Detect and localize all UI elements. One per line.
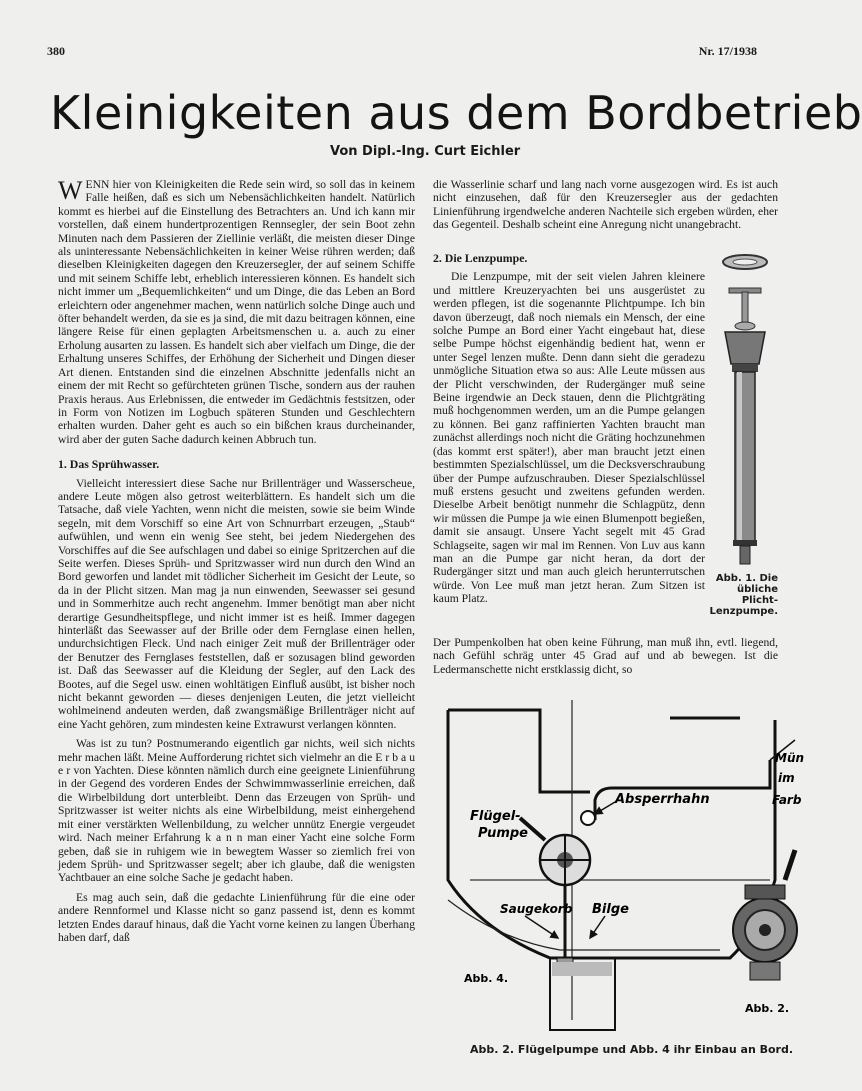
figure2-caption: Abb. 2. Flügelpumpe und Abb. 4 ihr Einbau an Bord.	[470, 1043, 794, 1056]
label-muen: Mün	[775, 751, 805, 765]
section1-paragraph-1: Vielleicht interessiert diese Sache nur Brillenträger und Wasserscheue, andere Leute mögen also getrost weiterblättern. Es handelt sich um die Tatsache, daß viele Yachten, wenn nicht die meisten, sowie sie beim Winde segeln, mit dem Vorschiff so eine Art von Schnurrbart erzeugen, „Staub“ aufwühlen, und wenn ein wenig See steht, bei jedem Niedergehen des Vorschiffes auf die See aufschlagen und dabei so einige Spritzerchen auf die Seite werfen. Dieses Sprüh- und Spritzwasser wird nun durch den Wind an Bord geworfen und landet mit tödlicher Sicherheit im Gesicht der Leute, so da in der Plicht sitzen. Man mag ja nun einwenden, Seewasser sei gesund und in Sommerhitze auch recht angenehm. Immer benötigt man aber nicht derartige Gesundheitspflege, und nicht immer ist es heiß. Immer dagegen hinterläßt das Seewasser auf der Brille oder dem Fernglase einen hellen, undurchsichtigen Fleck. Und nach einiger Zeit muß der Brillenträger oder der Benutzer des Fernglases feststellen, daß er sozusagen blind geworden ist. Daß das Seewasser auf die Kleidung der Segler, auf den Lack des Bootes, auf die Segel usw. einen wohltätigen Einfluß ausübt, ist bisher noch nicht bekannt geworden — dieses denjenigen Leuten, die jetzt vielleicht wohlmeinend andeuten werden, daß zwangsmäßige Brillenträger nicht auf eine Yacht gehören, zum mindesten keine Extrawurst verlangen könnten.	[58, 476, 415, 731]
label-bilge: Bilge	[592, 902, 629, 917]
section2-continuation: Der Pumpenkolben hat oben keine Führung, man muß ihn, evtl. liegend, nach Gefühl schräg unter 45 Grad auf und ab bewegen. Ist die Ledermanschette nicht erstklassig dicht, so	[433, 636, 778, 676]
article-byline: Von Dipl.-Ing. Curt Eichler	[330, 144, 521, 159]
label-abb4: Abb. 4.	[464, 972, 509, 985]
intro-text: ENN hier von Kleinigkeiten die Rede sein wird, so soll das in keinem Falle heißen, daß es sich um Nebensächlichkeiten handelt. Natürlich kommt es hierbei auf die Einstellung des Betrachters an. Und ich kann mir vorstellen, daß einem hundertprozentigen Rennsegler, der sein Boot zehn Minuten nach dem Passieren der Ziellinie verläßt, die meisten dieser Dinge als uninteressante Nebensächlichkeiten in keiner Weise rühren werden; daß dieselben Kleinigkeiten dagegen den Kreuzersegler, der auf seinem Schiffe und mit seinem Schiffe lebt, erheblich interessieren können. Es handelt sich nicht immer um „Bequemlichkeiten“ und um Dinge, die das Leben an Bord erleichtern oder angenehmer machen, wenn natürlich solche Dinge auch und öfter behandelt werden, da sie es ja sind, die mit dazu beitragen können, eine längere Reise für einen geplagten Arbeitsmenschen u. a. auch zu einer Erholung ausarten zu lassen. Es handelt sich aber vielfach um Dinge, die der Erhaltung unseres Schiffes, der Erhöhung der Sicherheit und Dingen dieser Art dienen. Entstanden sind die einzelnen Abschnitte jedenfalls nicht an einem der mit Recht so gefürchteten grünen Tische, sondern aus der rauhen Praxis heraus. Aus Erlebnissen, die entweder im Gedächtnis festsitzen, oder in Form von Notizen im Logbuch späteren Stunden und Geschlechtern erhalten wurden. Daher geht es auch so ein bißchen kraus durcheinander, wird aber der guten Sache dadurch keinen Abbruch tun.	[58, 178, 415, 446]
section2-column	[433, 252, 705, 606]
label-saugekorb: Saugekorb	[500, 902, 573, 916]
pump-installation-diagram	[440, 700, 805, 1040]
article-title: Kleinigkeiten aus dem Bordbetrieb	[50, 86, 862, 140]
page-number: 380	[47, 44, 65, 58]
intro-paragraph	[58, 178, 415, 446]
section1-paragraph-2: Was ist zu tun? Postnumerando eigentlich gar nichts, weil sich nichts mehr machen läßt. Meine Aufforderung richtet sich vielmehr an die E r b a u e r von Yachten. Diese könnten nämlich durch eine geeignete Linienführung in der Gegend des vorderen Endes der Schwimmwasserlinie erreichen, daß die Wirbelbildung dort unterbleibt. Denn das Erzeugen von Sprüh- und Spritzwasser ist weiter nichts als eine Wirbelbildung, meist einhergehend mit einer verstärkten Wellenbildung, zu welcher unnütz Energie vergeudet wird. Nach meiner Erfahrung k a n n man einer Yacht eine solche Form geben, daß sie in ruhigem wie in bewegtem Wasser so ziemlich frei von jedem Sprüh- und Spritzwasser segelt; aber ich glaube, daß die wenigsten Yachtbauer an eine solche Sache je gedacht haben.	[58, 737, 415, 885]
label-abb2: Abb. 2.	[745, 1002, 790, 1015]
label-absperrhahn: Absperrhahn	[615, 792, 710, 807]
section2-paragraph: Die Lenzpumpe, mit der seit vielen Jahren kleinere und mittlere Kreuzeryachten bei uns ausgerüstet zu werden pflegen, ist die sogenannte Plichtpumpe. Ich bin davon überzeugt, daß noch niemals ein Mensch, der eine solche Pumpe an Bord einer Yacht eingebaut hat, diese selbe Pumpe höchst eigenhändig bedient hat, wenn er unter Segel lenzen mußte. Denn dann sieht die geradezu unmögliche Situation etwa so aus: Alle Leute müssen aus der Plicht verschwinden, der Rudergänger muß seine Beine irgendwie an Deck stauen, denn die Plichtgräting muß hochgenommen werden, um an die Pumpe gelangen zu können. Bei ganz raffinierten Yachten braucht man zunächst allerdings noch nicht die Gräting hochzunehmen (das kommt erst später!), aber man braucht jetzt einen bestimmten Spezialschlüssel, um die Decksverschraubung über der Pumpe aufzuschrauben. Dieser Spezialschlüssel muß erstens gesucht und zweitens gefunden werden. Dieselbe Arbeit benötigt nunmehr die Schlagpütz, denn wir müssen die Pumpe ja wie einen Blumenpott begießen, damit sie ansaugt. Unsere Yacht segelt mit 45 Grad Schlagseite, sagen wir mal im Rennen. Von Luv aus kann man an die Pumpe gar nicht heran, da dort der Rudergänger sitzt und man auch gleich herunterrutschen würde. Von Lee muß man jetzt heran. Zum Sitzen ist kaum Platz.	[433, 270, 705, 606]
plicht-pump-illustration	[715, 252, 775, 572]
figure1-caption: Abb. 1. Die übliche Plicht-Lenzpumpe.	[709, 573, 778, 617]
left-column	[58, 178, 415, 944]
right-column-top	[433, 178, 778, 232]
label-fluegel: Flügel-	[470, 809, 521, 824]
section1-paragraph-3: Es mag auch sein, daß die gedachte Linienführung für die eine oder andere Rennformel und Klasse nicht so ganz passend ist, denn es kommt letzten Endes darauf hinaus, daß die Yacht vorne keinen zu langen Überhang haben darf, daß	[58, 890, 415, 944]
section2-heading: 2. Die Lenzpumpe.	[433, 251, 528, 265]
drop-cap: W	[58, 176, 83, 205]
issue-number: Nr. 17/1938	[698, 44, 757, 58]
label-im: im	[778, 771, 795, 785]
section2-continuation-block	[433, 636, 778, 676]
label-farb: Farb	[772, 793, 802, 807]
right-top-paragraph: die Wasserlinie scharf und lang nach vorne ausgezogen wird. Es ist auch nicht einzusehen, daß für den Kreuzersegler aus der gedachten Linienführung irgendwelche anderen Nachteile sich ergeben würden, eher das Gegenteil. Deshalb scheint eine Anregung nicht unangebracht.	[433, 178, 778, 232]
section1-heading: 1. Das Sprühwasser.	[58, 457, 160, 472]
label-pumpe: Pumpe	[478, 826, 528, 841]
